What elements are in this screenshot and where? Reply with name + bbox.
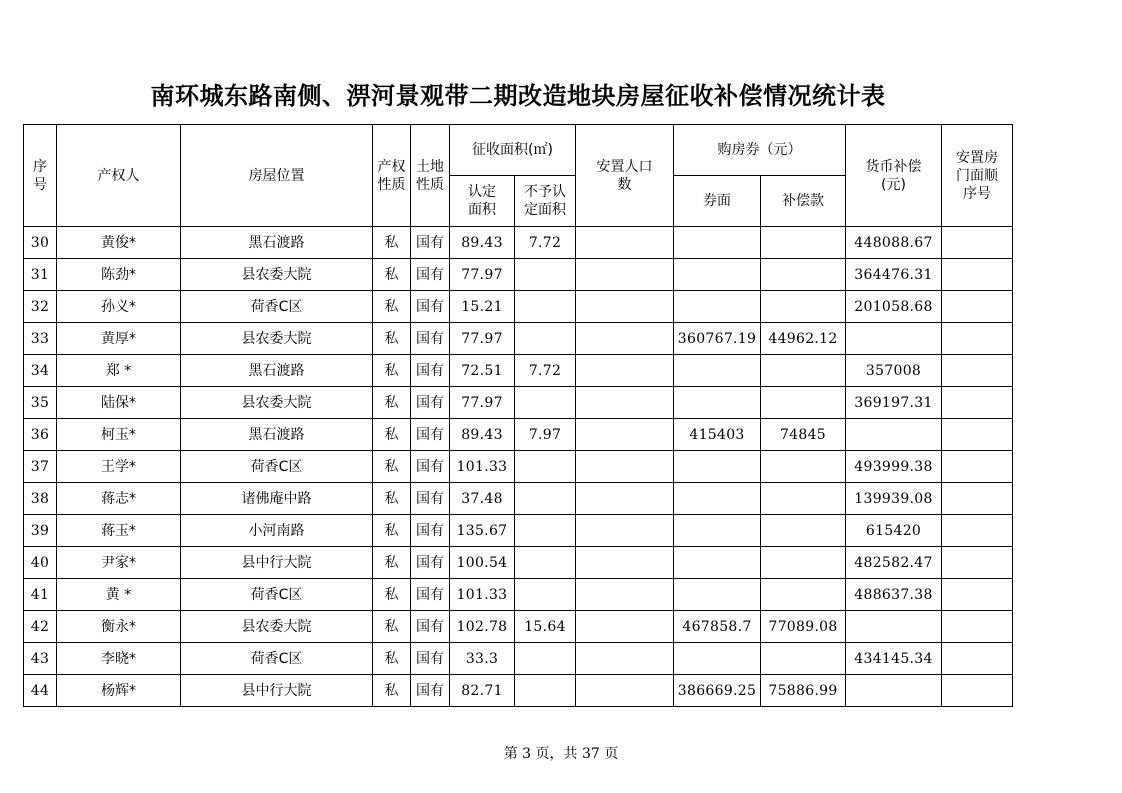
table-row xyxy=(24,611,1013,643)
cell-voucher-face: 360767.19 xyxy=(674,323,761,355)
cell-area-confirmed: 101.33 xyxy=(450,579,515,611)
header-cash-comp: 货币补偿(元) xyxy=(846,125,942,227)
cell-location: 荷香C区 xyxy=(181,451,373,483)
cell-voucher-comp: 74845 xyxy=(761,419,846,451)
table-row xyxy=(24,355,1013,387)
table-row xyxy=(24,643,1013,675)
cell-resettle-pop xyxy=(576,515,674,547)
cell-owner: 柯玉* xyxy=(57,419,181,451)
cell-seq: 34 xyxy=(24,355,57,387)
table-row xyxy=(24,259,1013,291)
cell-resettle-order xyxy=(942,419,1013,451)
cell-area-unconfirmed xyxy=(515,387,576,419)
cell-seq: 30 xyxy=(24,227,57,259)
cell-resettle-order xyxy=(942,451,1013,483)
cell-land-nature: 国有 xyxy=(411,323,450,355)
cell-owner: 黄 * xyxy=(57,579,181,611)
header-location: 房屋位置 xyxy=(181,125,373,227)
cell-location: 黑石渡路 xyxy=(181,419,373,451)
cell-seq: 31 xyxy=(24,259,57,291)
cell-resettle-order xyxy=(942,259,1013,291)
table-header xyxy=(24,125,1013,227)
cell-land-nature: 国有 xyxy=(411,419,450,451)
cell-area-unconfirmed xyxy=(515,291,576,323)
table-row xyxy=(24,451,1013,483)
cell-voucher-comp xyxy=(761,355,846,387)
cell-owner: 陈劲* xyxy=(57,259,181,291)
cell-area-unconfirmed xyxy=(515,451,576,483)
cell-area-confirmed: 15.21 xyxy=(450,291,515,323)
cell-seq: 36 xyxy=(24,419,57,451)
header-voucher-face: 券面 xyxy=(674,176,761,227)
cell-land-nature: 国有 xyxy=(411,227,450,259)
cell-resettle-pop xyxy=(576,227,674,259)
cell-land-nature: 国有 xyxy=(411,355,450,387)
cell-seq: 39 xyxy=(24,515,57,547)
cell-land-nature: 国有 xyxy=(411,579,450,611)
cell-location: 县农委大院 xyxy=(181,387,373,419)
cell-cash-comp: 434145.34 xyxy=(846,643,942,675)
cell-area-confirmed: 77.97 xyxy=(450,323,515,355)
table-row xyxy=(24,547,1013,579)
cell-property-nature: 私 xyxy=(373,675,411,707)
cell-location: 县中行大院 xyxy=(181,547,373,579)
cell-area-unconfirmed: 7.72 xyxy=(515,227,576,259)
cell-voucher-face xyxy=(674,259,761,291)
cell-area-confirmed: 77.97 xyxy=(450,387,515,419)
cell-resettle-order xyxy=(942,291,1013,323)
cell-area-confirmed: 77.97 xyxy=(450,259,515,291)
cell-cash-comp xyxy=(846,675,942,707)
cell-voucher-face xyxy=(674,291,761,323)
cell-seq: 40 xyxy=(24,547,57,579)
header-resettle-order: 安置房门面顺序号 xyxy=(942,125,1013,227)
cell-owner: 王学* xyxy=(57,451,181,483)
cell-land-nature: 国有 xyxy=(411,547,450,579)
cell-property-nature: 私 xyxy=(373,227,411,259)
cell-property-nature: 私 xyxy=(373,547,411,579)
cell-land-nature: 国有 xyxy=(411,387,450,419)
cell-location: 县中行大院 xyxy=(181,675,373,707)
cell-seq: 43 xyxy=(24,643,57,675)
cell-property-nature: 私 xyxy=(373,291,411,323)
cell-location: 荷香C区 xyxy=(181,643,373,675)
cell-cash-comp: 364476.31 xyxy=(846,259,942,291)
cell-resettle-pop xyxy=(576,451,674,483)
cell-owner: 杨辉* xyxy=(57,675,181,707)
cell-property-nature: 私 xyxy=(373,355,411,387)
cell-owner: 郑 * xyxy=(57,355,181,387)
cell-owner: 蒋志* xyxy=(57,483,181,515)
cell-land-nature: 国有 xyxy=(411,259,450,291)
cell-area-unconfirmed xyxy=(515,483,576,515)
cell-resettle-pop xyxy=(576,291,674,323)
cell-owner: 蒋玉* xyxy=(57,515,181,547)
compensation-table xyxy=(23,124,1013,707)
cell-cash-comp: 369197.31 xyxy=(846,387,942,419)
header-property-nature: 产权性质 xyxy=(373,125,411,227)
table-row xyxy=(24,419,1013,451)
cell-cash-comp: 615420 xyxy=(846,515,942,547)
cell-owner: 黄厚* xyxy=(57,323,181,355)
cell-cash-comp: 493999.38 xyxy=(846,451,942,483)
cell-property-nature: 私 xyxy=(373,579,411,611)
cell-area-confirmed: 72.51 xyxy=(450,355,515,387)
cell-voucher-face xyxy=(674,547,761,579)
cell-voucher-comp xyxy=(761,259,846,291)
cell-owner: 黄俊* xyxy=(57,227,181,259)
cell-area-unconfirmed xyxy=(515,675,576,707)
cell-land-nature: 国有 xyxy=(411,643,450,675)
cell-owner: 尹家* xyxy=(57,547,181,579)
cell-seq: 35 xyxy=(24,387,57,419)
cell-area-unconfirmed: 15.64 xyxy=(515,611,576,643)
cell-voucher-face xyxy=(674,515,761,547)
cell-voucher-comp xyxy=(761,291,846,323)
cell-resettle-pop xyxy=(576,547,674,579)
cell-seq: 32 xyxy=(24,291,57,323)
cell-property-nature: 私 xyxy=(373,259,411,291)
cell-resettle-pop xyxy=(576,387,674,419)
cell-owner: 李晓* xyxy=(57,643,181,675)
cell-resettle-pop xyxy=(576,259,674,291)
cell-property-nature: 私 xyxy=(373,323,411,355)
cell-land-nature: 国有 xyxy=(411,291,450,323)
cell-cash-comp xyxy=(846,419,942,451)
cell-owner: 孙义* xyxy=(57,291,181,323)
cell-land-nature: 国有 xyxy=(411,611,450,643)
cell-property-nature: 私 xyxy=(373,611,411,643)
cell-seq: 42 xyxy=(24,611,57,643)
cell-area-confirmed: 102.78 xyxy=(450,611,515,643)
header-land-nature: 土地性质 xyxy=(411,125,450,227)
cell-land-nature: 国有 xyxy=(411,515,450,547)
cell-cash-comp: 448088.67 xyxy=(846,227,942,259)
cell-location: 荷香C区 xyxy=(181,291,373,323)
cell-cash-comp: 357008 xyxy=(846,355,942,387)
table-row xyxy=(24,579,1013,611)
cell-area-confirmed: 37.48 xyxy=(450,483,515,515)
header-resettle-pop: 安置人口数 xyxy=(576,125,674,227)
table-row xyxy=(24,227,1013,259)
table-row xyxy=(24,675,1013,707)
cell-voucher-face xyxy=(674,643,761,675)
table-body xyxy=(24,227,1013,707)
cell-cash-comp: 139939.08 xyxy=(846,483,942,515)
cell-cash-comp: 488637.38 xyxy=(846,579,942,611)
table-row xyxy=(24,515,1013,547)
cell-voucher-comp xyxy=(761,227,846,259)
page-title: 南环城东路南侧、淠河景观带二期改造地块房屋征收补偿情况统计表 xyxy=(150,82,886,110)
cell-area-confirmed: 89.43 xyxy=(450,419,515,451)
table-row xyxy=(24,323,1013,355)
cell-area-confirmed: 101.33 xyxy=(450,451,515,483)
cell-land-nature: 国有 xyxy=(411,483,450,515)
cell-resettle-order xyxy=(942,643,1013,675)
cell-voucher-face xyxy=(674,483,761,515)
cell-resettle-pop xyxy=(576,643,674,675)
cell-voucher-comp xyxy=(761,547,846,579)
cell-area-unconfirmed xyxy=(515,579,576,611)
cell-resettle-order xyxy=(942,483,1013,515)
cell-voucher-face xyxy=(674,227,761,259)
cell-voucher-comp xyxy=(761,515,846,547)
cell-resettle-order xyxy=(942,387,1013,419)
cell-voucher-comp xyxy=(761,643,846,675)
cell-property-nature: 私 xyxy=(373,515,411,547)
cell-land-nature: 国有 xyxy=(411,675,450,707)
cell-area-unconfirmed xyxy=(515,515,576,547)
cell-area-confirmed: 100.54 xyxy=(450,547,515,579)
header-area-confirmed: 认定面积 xyxy=(450,176,515,227)
cell-cash-comp: 201058.68 xyxy=(846,291,942,323)
cell-resettle-pop xyxy=(576,611,674,643)
cell-location: 黑石渡路 xyxy=(181,355,373,387)
cell-resettle-order xyxy=(942,323,1013,355)
cell-voucher-face: 467858.7 xyxy=(674,611,761,643)
cell-property-nature: 私 xyxy=(373,451,411,483)
cell-area-unconfirmed xyxy=(515,323,576,355)
cell-area-confirmed: 135.67 xyxy=(450,515,515,547)
cell-location: 荷香C区 xyxy=(181,579,373,611)
cell-voucher-comp xyxy=(761,483,846,515)
cell-voucher-comp xyxy=(761,579,846,611)
cell-owner: 陆保* xyxy=(57,387,181,419)
cell-cash-comp xyxy=(846,611,942,643)
cell-area-confirmed: 89.43 xyxy=(450,227,515,259)
cell-seq: 37 xyxy=(24,451,57,483)
cell-voucher-comp xyxy=(761,451,846,483)
cell-resettle-order xyxy=(942,355,1013,387)
cell-location: 小河南路 xyxy=(181,515,373,547)
cell-property-nature: 私 xyxy=(373,387,411,419)
cell-resettle-order xyxy=(942,547,1013,579)
cell-area-unconfirmed: 7.72 xyxy=(515,355,576,387)
cell-area-unconfirmed: 7.97 xyxy=(515,419,576,451)
cell-voucher-comp xyxy=(761,387,846,419)
cell-resettle-order xyxy=(942,579,1013,611)
cell-voucher-comp: 75886.99 xyxy=(761,675,846,707)
cell-resettle-order xyxy=(942,611,1013,643)
cell-area-unconfirmed xyxy=(515,643,576,675)
page-footer: 第 3 页，共 37 页 xyxy=(503,746,619,762)
cell-location: 诸佛庵中路 xyxy=(181,483,373,515)
cell-property-nature: 私 xyxy=(373,419,411,451)
header-owner: 产权人 xyxy=(57,125,181,227)
cell-area-unconfirmed xyxy=(515,547,576,579)
header-seq: 序号 xyxy=(24,125,57,227)
cell-land-nature: 国有 xyxy=(411,451,450,483)
cell-resettle-pop xyxy=(576,579,674,611)
header-voucher-comp: 补偿款 xyxy=(761,176,846,227)
cell-seq: 41 xyxy=(24,579,57,611)
cell-resettle-order xyxy=(942,227,1013,259)
cell-area-confirmed: 33.3 xyxy=(450,643,515,675)
cell-area-confirmed: 82.71 xyxy=(450,675,515,707)
cell-cash-comp xyxy=(846,323,942,355)
cell-location: 县农委大院 xyxy=(181,611,373,643)
header-area-unconfirmed: 不予认定面积 xyxy=(515,176,576,227)
cell-resettle-order xyxy=(942,515,1013,547)
cell-resettle-pop xyxy=(576,419,674,451)
header-voucher-group: 购房券（元） xyxy=(674,125,846,176)
table-row xyxy=(24,387,1013,419)
cell-area-unconfirmed xyxy=(515,259,576,291)
cell-property-nature: 私 xyxy=(373,483,411,515)
cell-seq: 38 xyxy=(24,483,57,515)
cell-voucher-comp: 77089.08 xyxy=(761,611,846,643)
cell-location: 县农委大院 xyxy=(181,323,373,355)
cell-resettle-order xyxy=(942,675,1013,707)
cell-property-nature: 私 xyxy=(373,643,411,675)
cell-voucher-face: 415403 xyxy=(674,419,761,451)
cell-seq: 33 xyxy=(24,323,57,355)
cell-location: 黑石渡路 xyxy=(181,227,373,259)
cell-voucher-face xyxy=(674,387,761,419)
cell-seq: 44 xyxy=(24,675,57,707)
cell-voucher-face: 386669.25 xyxy=(674,675,761,707)
header-area-group: 征收面积(㎡) xyxy=(450,125,576,176)
cell-owner: 衡永* xyxy=(57,611,181,643)
cell-voucher-face xyxy=(674,451,761,483)
table-row xyxy=(24,483,1013,515)
cell-resettle-pop xyxy=(576,323,674,355)
cell-location: 县农委大院 xyxy=(181,259,373,291)
cell-resettle-pop xyxy=(576,483,674,515)
cell-resettle-pop xyxy=(576,355,674,387)
cell-resettle-pop xyxy=(576,675,674,707)
cell-voucher-face xyxy=(674,355,761,387)
cell-cash-comp: 482582.47 xyxy=(846,547,942,579)
cell-voucher-comp: 44962.12 xyxy=(761,323,846,355)
table-row xyxy=(24,291,1013,323)
cell-voucher-face xyxy=(674,579,761,611)
